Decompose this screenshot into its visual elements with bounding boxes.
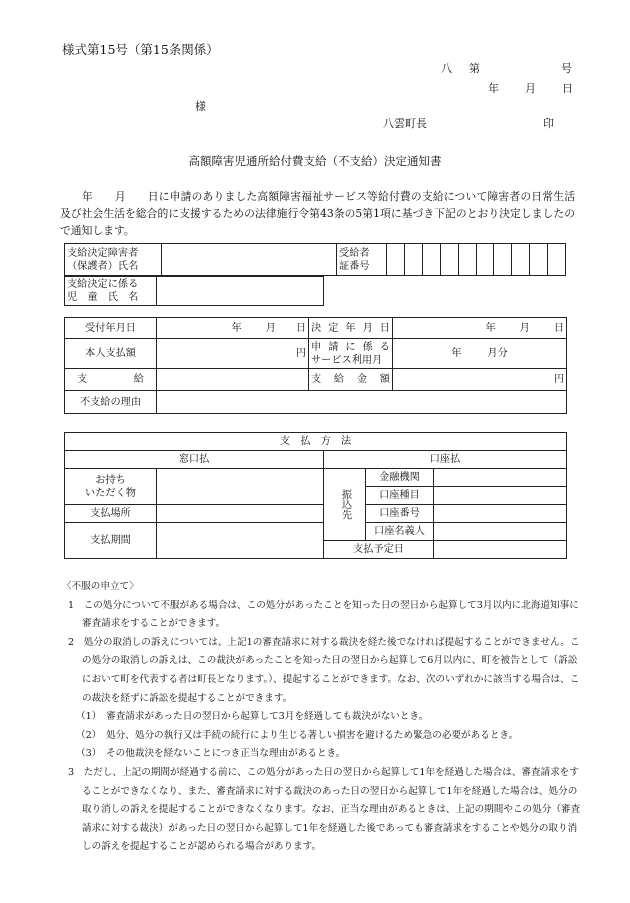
issuer-name: 八雲町長	[383, 117, 427, 130]
issue-year: 年	[488, 82, 499, 95]
refusal-reason-field[interactable]	[157, 391, 567, 414]
doc-mid: 第	[469, 62, 480, 75]
recipient-table	[64, 243, 566, 276]
cert-digit[interactable]	[476, 244, 494, 276]
bring-items-field[interactable]	[157, 469, 324, 505]
body-text: 年 月 日に申請のありました高額障害福祉サービス等給付費の支給について障害者の日常生活及び社会生活を総合的に支援するための法律施行令第43条の5第1項に基づき下記のとおり決定しましたので通知します。	[60, 190, 575, 237]
service-year: 年	[451, 348, 462, 359]
child-label-line2: 児 童 氏 名	[67, 292, 139, 303]
decision-date-label: 決定年月日	[309, 318, 393, 339]
account-number-field[interactable]	[434, 505, 567, 523]
child-name-table	[64, 276, 324, 306]
payment-amount-yen: 円	[553, 374, 564, 385]
note-2-1: （1） 審査請求があった日の翌日から起算して3月を経過しても裁決がないとき。	[76, 711, 429, 723]
service-month-label-line1: 申請に係る	[311, 341, 390, 353]
decision-day: 日	[553, 322, 564, 334]
cert-label-line2: 証番号	[339, 260, 370, 272]
period-field[interactable]	[157, 523, 324, 559]
account-holder-field[interactable]	[434, 523, 567, 541]
guardian-name-field[interactable]	[161, 244, 336, 276]
issue-day: 日	[562, 82, 573, 95]
cert-digit[interactable]	[494, 244, 512, 276]
received-year: 年	[231, 322, 242, 334]
received-date-field[interactable]	[157, 318, 309, 339]
decision-year: 年	[485, 322, 496, 334]
self-pay-label: 本人支払額	[65, 339, 157, 369]
doc-suffix: 号	[561, 62, 572, 75]
notes-heading: 〈不服の申立て〉	[62, 581, 139, 592]
scheduled-date-field[interactable]	[434, 541, 567, 559]
cert-digit[interactable]	[440, 244, 458, 276]
seal-mark: 印	[543, 117, 554, 130]
received-month: 月	[265, 322, 276, 334]
guardian-label-line1: 支給決定障害者	[67, 247, 139, 259]
decision-month: 月	[519, 322, 530, 334]
service-month-field[interactable]	[393, 339, 567, 369]
account-number-label: 口座番号	[366, 505, 434, 523]
cert-label-line1: 受給者	[339, 247, 370, 259]
issue-date	[488, 80, 573, 96]
form-number: 様式第15号（第15条関係）	[62, 42, 219, 57]
child-name-field[interactable]	[157, 277, 324, 306]
refusal-reason-label: 不支給の理由	[65, 391, 157, 414]
payment-label	[65, 369, 157, 391]
appeal-notes	[62, 578, 582, 857]
note-1: 1 この処分について不服がある場合は、この処分があったことを知った日の翌日から起算して3月以内に北海道知事に審査請求をすることができます。	[68, 599, 579, 630]
payment-amount-label: 支給金額	[309, 369, 393, 391]
scheduled-date-label: 支払予定日	[324, 541, 434, 559]
cert-number-label	[337, 244, 387, 276]
decision-date-field[interactable]	[393, 318, 567, 339]
self-pay-field[interactable]	[157, 339, 309, 369]
cert-digit[interactable]	[458, 244, 476, 276]
transfer-label	[324, 469, 366, 541]
cert-digit[interactable]	[405, 244, 423, 276]
bank-field[interactable]	[434, 469, 567, 487]
note-2-3: （3） その他裁決を経ないことにつき正当な理由があるとき。	[76, 748, 346, 760]
place-field[interactable]	[157, 505, 324, 523]
account-type-label: 口座種目	[366, 487, 434, 505]
doc-prefix: 八	[441, 62, 452, 75]
service-month-label	[309, 339, 393, 369]
issue-month: 月	[525, 82, 536, 95]
period-label: 支払期間	[65, 523, 157, 559]
self-pay-yen: 円	[295, 348, 306, 359]
payment-field[interactable]	[157, 369, 309, 391]
note-3: 3 ただし、上記の期間が経過する前に、この処分があった日の翌日から起算して1年を経過した場合は、審査請求をすることができなくなり、また、審査請求に対する裁決のあった日の翌日から起算して1年を経過した場合は、処分の取り消しの訴えを提起することができなくなります。なお、正当な理由があるときは、上記の期間やこの処分（審査請求に対する裁決）があった日の翌日から起算して1年を経過した後であっても審査請求をすることや処分の取り消しの訴えを提起することが認められる場合があります。	[68, 766, 581, 853]
note-2: 2 処分の取消しの訴えについては、上記1の審査請求に対する裁決を経た後でなければ提起することができません。この処分の取消しの訴えは、この裁決があったことを知った日の翌日から起算して6月以内に、町を被告として（訴訟において町を代表する者は町長となります。）、提起することができます。なお、次のいずれかに該当する場合は、この裁決を経ずに訴訟を提起することができます。	[68, 636, 580, 704]
counter-payment-heading: 窓口払	[65, 451, 324, 469]
cert-digit[interactable]	[512, 244, 530, 276]
received-day: 日	[295, 322, 306, 334]
guardian-label-line2: （保護者）氏名	[67, 260, 139, 272]
account-holder-label: 口座名義人	[366, 523, 434, 541]
bank-label: 金融機関	[366, 469, 434, 487]
cert-digit[interactable]	[530, 244, 548, 276]
payment-amount-field[interactable]	[393, 369, 567, 391]
cert-digit[interactable]	[387, 244, 405, 276]
bring-items-label	[65, 469, 157, 505]
bring-items-line1: お持ち	[95, 474, 126, 486]
addressee-honorific: 様	[195, 100, 206, 113]
account-payment-heading: 口座払	[324, 451, 567, 469]
bring-items-line2: いただく物	[85, 487, 136, 499]
note-2-2: （2） 処分、処分の執行又は手続の続行により生じる著しい損害を避けるため緊急の必要があるとき。	[76, 729, 519, 741]
child-name-label	[65, 277, 157, 306]
payment-method-heading: 支 払 方 法	[65, 433, 567, 451]
received-date-label: 受付年月日	[65, 318, 157, 339]
payment-method-table	[64, 432, 567, 559]
child-label-line1: 支給決定に係る	[67, 279, 139, 290]
service-month-label-line2: サービス利用月	[311, 354, 383, 366]
place-label: 支払場所	[65, 505, 157, 523]
transfer-text: 振込先	[339, 489, 351, 520]
guardian-name-label	[65, 244, 162, 276]
service-month-unit: 月分	[487, 348, 508, 359]
cert-digit[interactable]	[548, 244, 566, 276]
account-type-field[interactable]	[434, 487, 567, 505]
document-title: 高額障害児通所給付費支給（不支給）決定通知書	[188, 154, 442, 168]
document-number	[441, 60, 572, 76]
cert-digit[interactable]	[423, 244, 441, 276]
payment-label-text: 支給	[77, 374, 144, 385]
decision-table	[64, 317, 567, 414]
